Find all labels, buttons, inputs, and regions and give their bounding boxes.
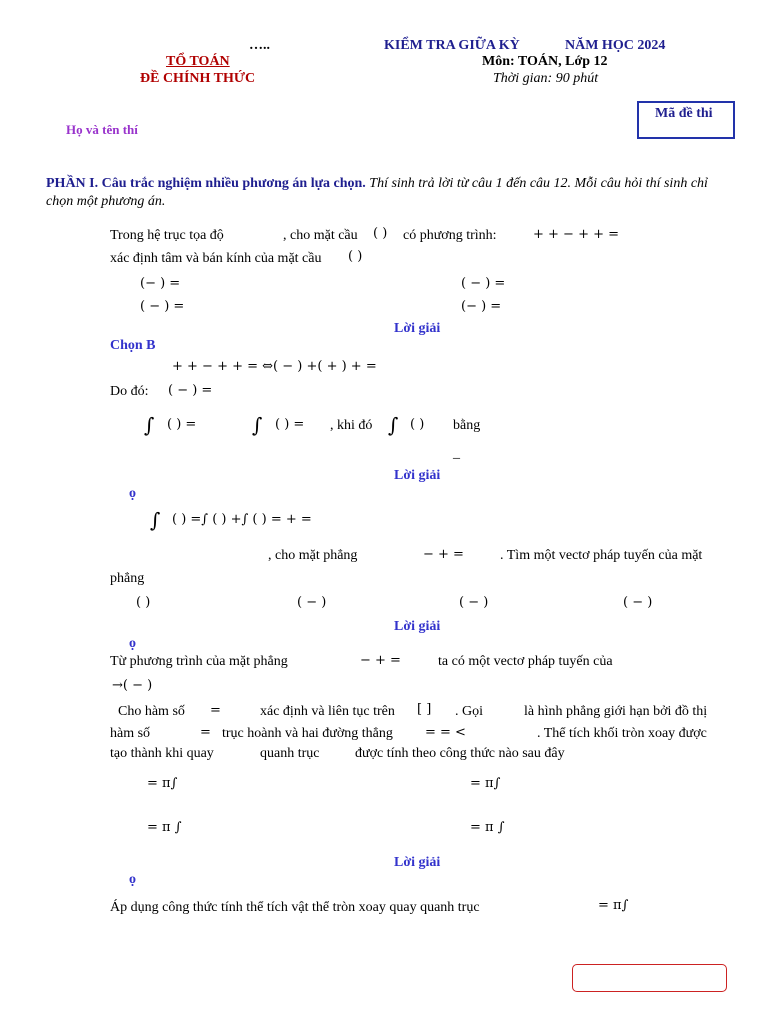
q3-text-c: phẳng [110,571,145,586]
q4-eq-1: = [210,703,221,718]
q4-text-c: . Gọi [455,704,483,719]
school-dots: ….. [249,38,270,53]
q4-text-e: hàm số [110,726,151,741]
q1-text-c: có phương trình: [403,228,497,243]
q4-option-d: = π ∫ [470,820,505,835]
q2-integral-3: ∫ [388,413,399,437]
q1-option-c: ( − ) = [140,299,185,314]
q3-sol-text-b: ta có một vectơ pháp tuyến của [438,654,613,669]
q2-solution-heading: Lời giải [394,468,441,483]
q4-sol-formula: = π∫ [598,898,629,913]
q4-answer-mark: ọ [129,872,136,887]
q4-text-j: được tính theo công thức nào sau đây [355,746,565,761]
q3-sol-frag: − + = [360,653,401,668]
q4-option-b: = π∫ [470,776,501,791]
q4-solution-heading: Lời giải [394,855,441,870]
q1-answer: Chọn B [110,338,156,353]
q1-option-b: ( − ) = [461,276,506,291]
q2-step: ( ) =∫ ( ) +∫ ( ) = + = [172,512,312,527]
q4-sol-text: Áp dụng công thức tính thể tích vật thể tròn xoay quay quanh trục [110,900,480,915]
q4-text-i: quanh trục [260,746,320,761]
q2-frag-2: ( ) = [275,417,305,432]
q2-integral-1: ∫ [144,413,155,437]
q3-solution-heading: Lời giải [394,619,441,634]
q4-text-b: xác định và liên tục trên [260,704,395,719]
q4-text-h: tạo thành khi quay [110,746,214,761]
q3-text-a: , cho mặt phẳng [268,548,358,563]
q1-paren-2: ( ) [348,249,363,264]
q4-eq-2: = [200,725,211,740]
school-year: NĂM HỌC 2024 [565,38,666,53]
q4-option-a: = π∫ [147,776,178,791]
exam-code-label: Mã đề thi [655,106,713,121]
q2-answer-mark: ọ [129,486,136,501]
official-label: ĐỀ CHÍNH THỨC [140,71,256,86]
q3-option-c: ( − ) [459,595,489,610]
q1-line2: xác định tâm và bán kính của mặt cầu [110,251,322,266]
q4-text-d: là hình phẳng giới hạn bởi đồ thị [524,704,708,719]
q2-text-2: bằng [453,418,481,433]
q3-answer-mark: ọ [129,636,136,651]
q1-step2-label: Do đó: [110,384,149,399]
subject: Môn: TOÁN, Lớp 12 [482,54,608,69]
q3-text-b: . Tìm một vectơ pháp tuyến của mặt [500,548,703,563]
q3-option-b: ( − ) [297,595,327,610]
q3-vector: →( − ) [112,678,153,693]
q1-option-a: (− ) = [140,276,181,291]
q4-eq-3: = = < [425,725,466,740]
q2-integral-2: ∫ [252,413,263,437]
q4-text-f: trục hoành và hai đường thẳng [222,726,393,741]
q2-frag-1: ( ) = [167,417,197,432]
q3-sol-text-a: Từ phương trình của mặt phẳng [110,654,288,669]
part1-instruction: Thí sinh trả lời từ câu 1 đến câu 12. Mỗi câu hỏi thí sinh chỉ chọn một phương án. [46,176,708,210]
part1-title: PHẦN I. Câu trắc nghiệm nhiều phương án lựa chọn. [46,176,366,191]
q1-text-a: Trong hệ trục tọa độ [110,228,224,243]
department: TỔ TOÁN [166,54,230,69]
q4-bracket: [ ] [417,702,432,717]
part1-heading [46,175,736,211]
q3-option-d: ( − ) [623,595,653,610]
q2-dash: _ [453,446,460,461]
q3-option-a: ( ) [136,595,151,610]
duration: Thời gian: 90 phút [493,71,599,86]
q1-step1: + + − + + = ⇔( − ) +( + ) + = [172,359,377,374]
q4-option-c: = π ∫ [147,820,182,835]
q1-step2: ( − ) = [168,383,213,398]
q4-text-g: . Thể tích khối tròn xoay được [537,726,707,741]
q1-paren: ( ) [373,226,388,241]
q2-step-integral: ∫ [150,508,161,532]
student-name-label: Họ và tên thí [66,122,138,137]
footer-red-box [572,964,727,992]
q1-equation: + + − + + = [533,227,620,242]
q3-frag: − + = [423,547,464,562]
q4-text-a: Cho hàm số [118,704,185,719]
q2-frag-3: ( ) [410,417,425,432]
q1-solution-heading: Lời giải [394,321,441,336]
q1-option-d: (− ) = [461,299,502,314]
q2-text: , khi đó [330,418,373,433]
q1-text-b: , cho mặt cầu [283,228,358,243]
exam-title: KIỂM TRA GIỮA KỲ [384,38,520,53]
